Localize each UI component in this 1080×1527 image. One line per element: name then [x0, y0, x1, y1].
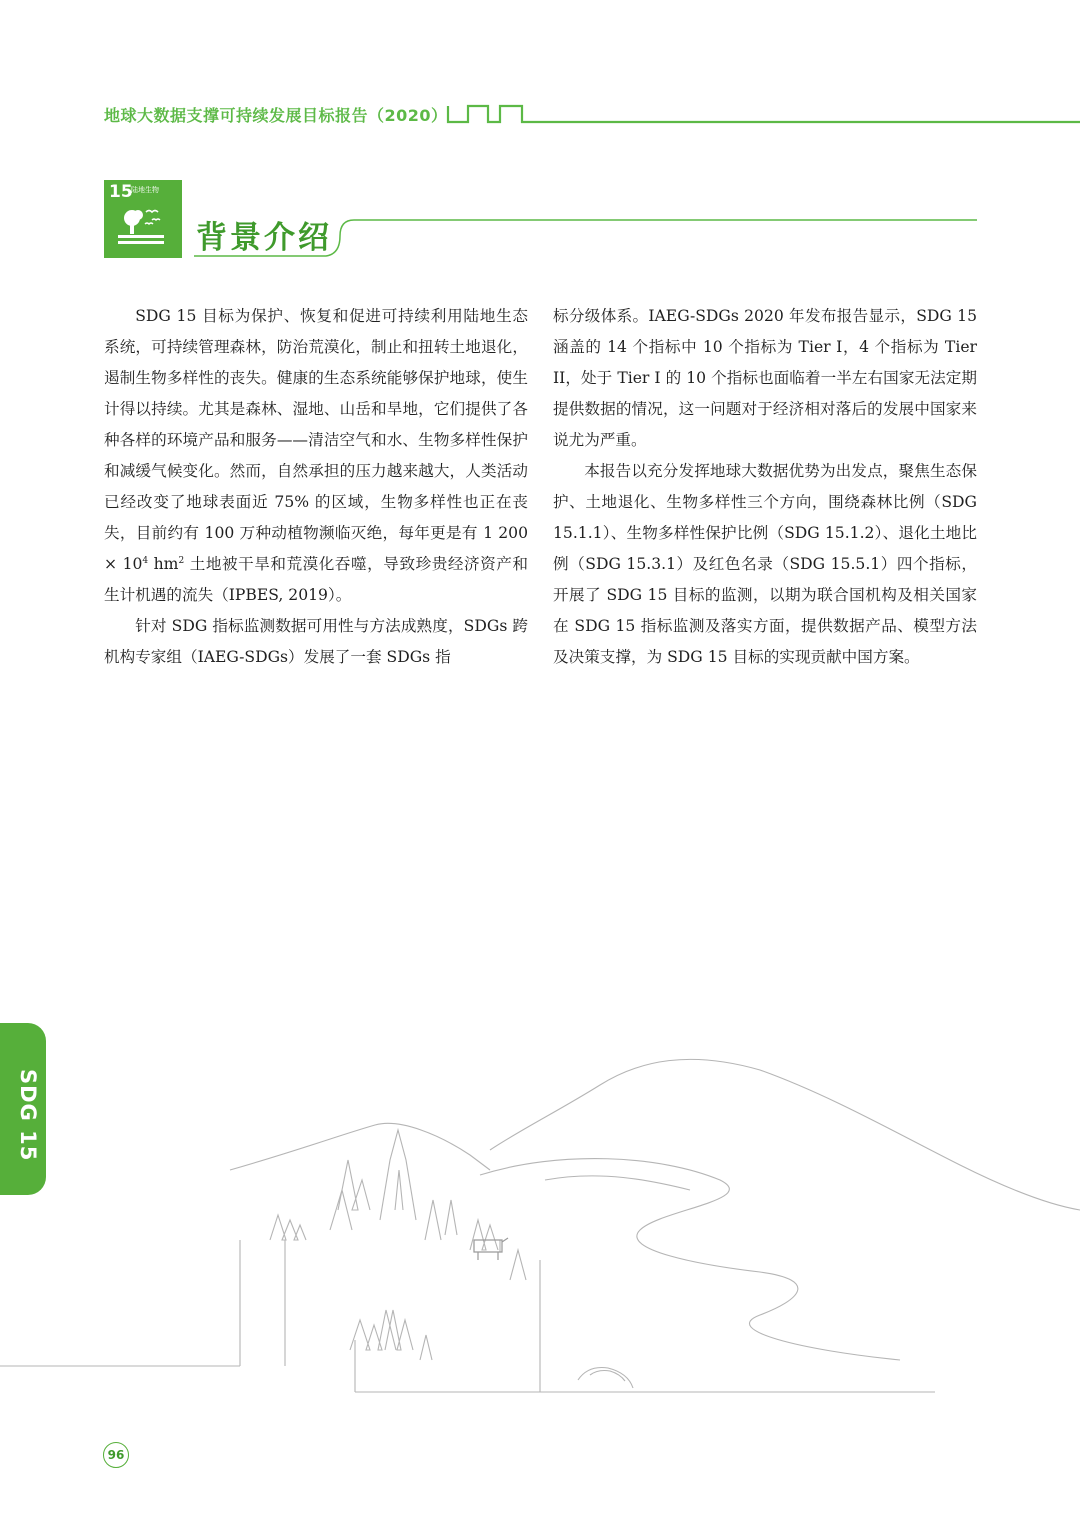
paragraph: 针对 SDG 指标监测数据可用性与方法成熟度，SDGs 跨机构专家组（IAEG-SDGs）发展了一套 SDGs 指 [104, 617, 528, 666]
section-title: 背景介绍 [196, 220, 332, 256]
tree-birds-icon [118, 206, 168, 246]
paragraph: 本报告以充分发挥地球大数据优势为出发点，聚焦生态保护、土地退化、生物多样性三个方向，围绕森林比例（SDG 15.1.1）、生物多样性保护比例（SDG 15.1.2）、退化土地比例（SDG 15.3.1）及红色名录（SDG 15.5.1）四个指标，开展了 SDG 15 目标的监测，以期为联合国机构及相关国家在 SDG 15 指标监测及落实方面，提供数据产品、模型方法及决策支撑，为 SDG 15 目标的实现贡献中国方案。 [553, 462, 977, 666]
right-column [553, 301, 977, 673]
badge-number: 15 [109, 182, 133, 202]
landscape-illustration [0, 1040, 1080, 1400]
header-decorative-line [440, 100, 1080, 126]
badge-name: 陆地生物 [131, 186, 159, 194]
running-header-title: 地球大数据支撑可持续发展目标报告（2020） [104, 106, 448, 125]
paragraph: SDG 15 目标为保护、恢复和促进可持续利用陆地生态系统，可持续管理森林，防治荒漠化，制止和扭转土地退化，遏制生物多样性的丧失。健康的生态系统能够保护地球，使生计得以持续。尤其是森林、湿地、山岳和旱地，它们提供了各种各样的环境产品和服务——清洁空气和水、生物多样性保护和减缓气候变化。然而，自然承担的压力越来越大，人类活动已经改变了地球表面近 75% 的区域，生物多样性也正在丧失，目前约有 100 万种动植物濒临灭绝，每年更是有 1 $200 \times 10^4$ $hm^2$ 土地被干旱和荒漠化吞噬，导致珍贵经济资产和生计机遇的流失（IPBES, 2019）。 [104, 307, 528, 604]
left-column [104, 301, 528, 673]
paragraph: 标分级体系。IAEG-SDGs 2020 年发布报告显示，SDG 15 涵盖的 14 个指标中 10 个指标为 Tier I，4 个指标为 Tier II，处于 Tier I 的 10 个指标也面临着一半左右国家无法定期提供数据的情况，这一问题对于经济相对落后的发展中国家来说尤为严重。 [553, 307, 977, 449]
page-number: 96 [103, 1442, 129, 1468]
side-tab-label: SDG 15 [16, 1069, 40, 1162]
sdg15-badge [104, 180, 182, 258]
